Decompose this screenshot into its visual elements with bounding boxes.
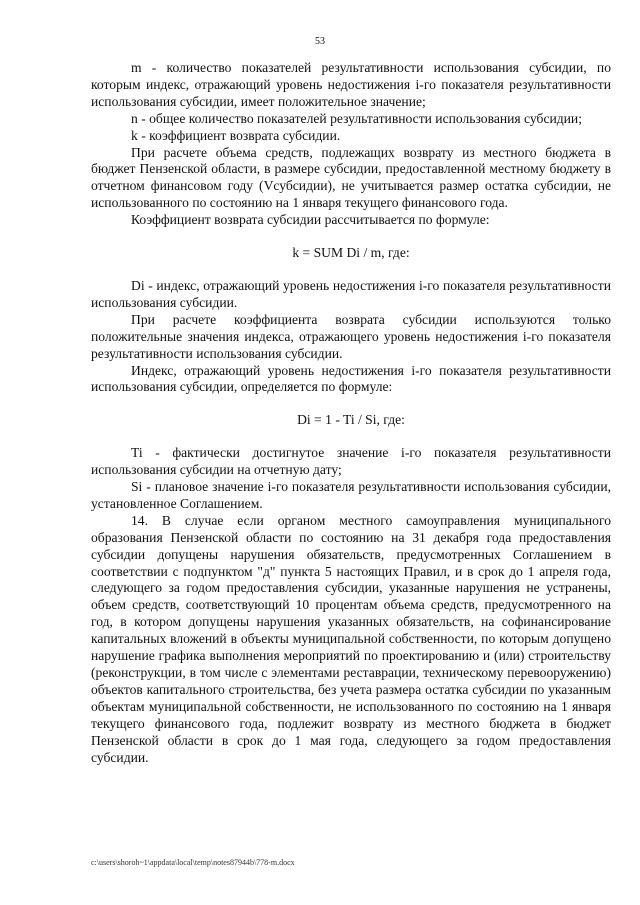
paragraph-n-definition: n - общее количество показателей результативности использования субсидии; (131, 110, 582, 126)
formula-k: k = SUM Di / m, где: (292, 245, 410, 261)
page-number: 53 (315, 36, 325, 47)
footer-file-path: c:\users\shoroh~1\appdata\local\temp\notes87944b\778-m.docx (91, 858, 295, 867)
paragraph-k-definition: k - коэффициент возврата субсидии. (131, 127, 341, 143)
paragraph-si-definition: Si - плановое значение i-го показателя результативности использования субсидии, установленное Соглашением. (91, 479, 611, 511)
paragraph-di-definition: Di - индекс, отражающий уровень недостижения i-го показателя результативности использования субсидии. (91, 277, 611, 310)
paragraph-positive-values: При расчете коэффициента возврата субсидии используются только положительные значения индекса, отражающего уровень недостижения i-го показателя результативности использования субсидии. (91, 311, 611, 361)
paragraph-coefficient-intro: Коэффициент возврата субсидии рассчитывается по формуле: (131, 212, 490, 228)
paragraph-ti-definition: Ti - фактически достигнутое значение i-го показателя результативности использования субсидии на отчетную дату; (91, 445, 611, 478)
paragraph-volume-calculation: При расчете объема средств, подлежащих возврату из местного бюджета в бюджет Пензенской области, в размере субсидии, предоставленной местному бюджету в отчетном финансовом году (Vсубсидии), не учитывается размер остатка субсидии, не использованного по состоянию на 1 января текущего финансового года. (91, 144, 611, 211)
paragraph-clause-14: 14. В случае если органом местного самоуправления муниципального образования Пензенской области по состоянию на 31 декабря года предоставления субсидии допущены нарушения обязательств, предусмотренных Соглашением в соответствии с подпунктом "д" пункта 5 настоящих Правил, и в срок до 1 апреля года, следующего за годом предоставления субсидии, указанные нарушения не устранены, объем средств, соответствующий 10 процентам объема средств, предусмотренного на год, в котором допущены нарушения указанных обязательств, на софинансирование капитальных вложений в объекты муниципальной собственности, по которым допущено нарушение графика выполнения мероприятий по проектированию и (или) строительству (реконструкции, в том числе с элементами реставрации, техническому перевооружению) объектов капитального строительства, без учета размера остатка субсидии по указанным объектам муниципальной собственности, не использованного по состоянию на 1 января текущего финансового года, подлежит возврату из местного бюджета в бюджет Пензенской области в срок до 1 мая года, следующего за годом предоставления субсидии. (91, 512, 611, 765)
formula-di: Di = 1 - Ti / Si, где: (297, 412, 405, 428)
paragraph-m-definition: m - количество показателей результативности использования субсидии, по которым индекс, отражающий уровень недостижения i-го показателя результативности использования субсидии, имеет положительное значение; (91, 60, 611, 109)
document-body (91, 60, 611, 766)
paragraph-index-intro: Индекс, отражающий уровень недостижения i-го показателя результативности использования субсидии, определяется по формуле: (91, 362, 611, 395)
